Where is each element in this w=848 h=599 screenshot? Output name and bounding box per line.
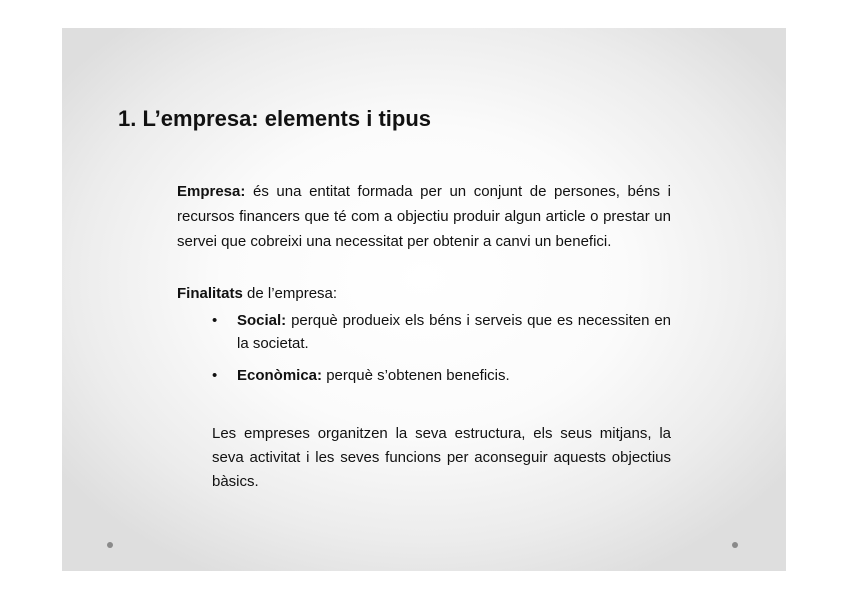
list-item [212, 309, 671, 355]
definition-text: és una entitat formada per un conjunt de persones, béns i recursos financers que té com a objectiu produir algun article o prestar un servei que cobreixi una necessitat per obtenir a canvi un benefici. [177, 183, 671, 250]
decorative-dot-icon [732, 542, 738, 548]
finalitats-term: Finalitats [177, 285, 243, 302]
definition-term: Empresa: [177, 183, 246, 200]
finalitats-list [212, 309, 671, 396]
finalitats-text: de l’empresa: [242, 285, 338, 302]
bullet-term: Social: [237, 312, 287, 329]
bullet-icon: • [212, 367, 218, 384]
bullet-text: perquè produeix els béns i serveis que es necessiten en la societat. [237, 312, 671, 352]
list-item [212, 364, 671, 387]
bullet-term: Econòmica: [237, 367, 323, 384]
bullet-text: perquè s’obtenen beneficis. [322, 367, 510, 384]
slide-title: 1. L’empresa: elements i tipus [118, 106, 432, 131]
slide [62, 28, 786, 571]
definition-paragraph [177, 179, 671, 254]
finalitats-heading [177, 281, 671, 306]
bullet-icon: • [212, 312, 218, 329]
decorative-dot-icon [107, 542, 113, 548]
closing-paragraph: Les empreses organitzen la seva estructura, els seus mitjans, la seva activitat i les seves funcions per aconseguir aquests objectius bàsics. [212, 425, 671, 490]
